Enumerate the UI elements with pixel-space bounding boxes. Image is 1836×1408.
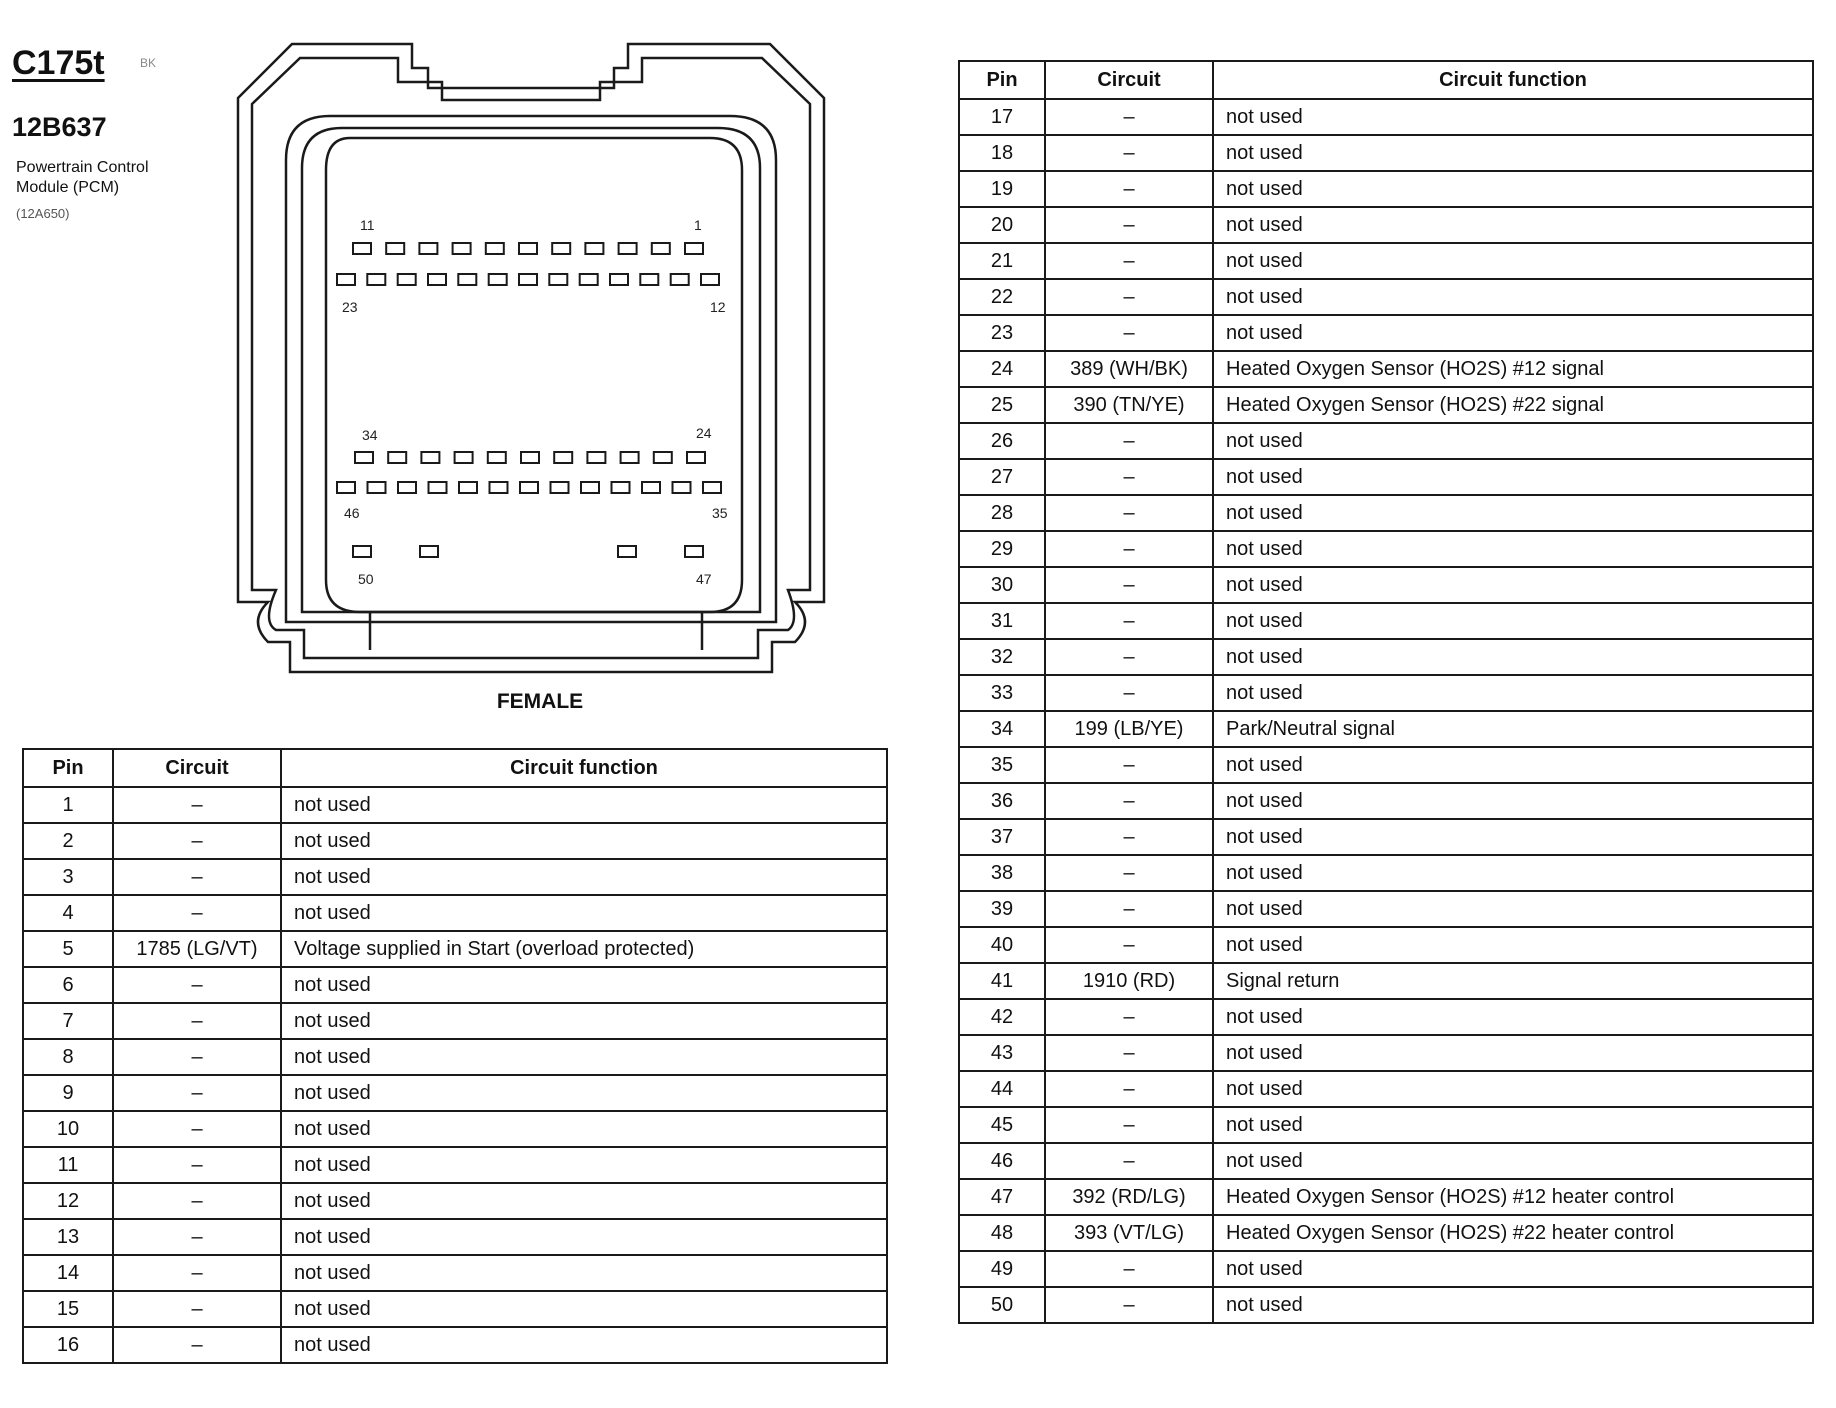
pin-cavity (703, 482, 721, 493)
function-cell: not used (1213, 1035, 1813, 1071)
function-cell: Heated Oxygen Sensor (HO2S) #22 heater control (1213, 1215, 1813, 1251)
table-row (959, 207, 1813, 243)
header-function: Circuit function (281, 749, 887, 787)
table-row (959, 135, 1813, 171)
circuit-cell: – (113, 1111, 281, 1147)
pin-label-1: 1 (694, 217, 702, 233)
function-cell: Heated Oxygen Sensor (HO2S) #12 heater control (1213, 1179, 1813, 1215)
table-row (959, 1287, 1813, 1323)
table-row (959, 1179, 1813, 1215)
function-cell: not used (281, 1327, 887, 1363)
pin-cell: 13 (23, 1219, 113, 1255)
pin-cell: 46 (959, 1143, 1045, 1179)
table-row (959, 675, 1813, 711)
pin-cavity (353, 243, 371, 254)
circuit-cell: – (1045, 567, 1213, 603)
table-header-row (959, 61, 1813, 99)
circuit-cell: – (1045, 603, 1213, 639)
pin-cavity (654, 452, 672, 463)
function-cell: Heated Oxygen Sensor (HO2S) #22 signal (1213, 387, 1813, 423)
pin-cavity (610, 274, 628, 285)
function-cell: not used (1213, 279, 1813, 315)
function-cell: not used (1213, 1251, 1813, 1287)
pin-cell: 36 (959, 783, 1045, 819)
table-row (959, 819, 1813, 855)
table-row (23, 859, 887, 895)
circuit-cell: – (113, 859, 281, 895)
table-row (23, 1147, 887, 1183)
header-pin: Pin (959, 61, 1045, 99)
circuit-cell: – (1045, 531, 1213, 567)
function-cell: not used (281, 895, 887, 931)
pin-cell: 12 (23, 1183, 113, 1219)
table-row (23, 1291, 887, 1327)
pin-cavity (519, 243, 537, 254)
function-cell: not used (1213, 603, 1813, 639)
table-row (959, 243, 1813, 279)
pin-cavity (687, 452, 705, 463)
pin-cell: 14 (23, 1255, 113, 1291)
circuit-cell: – (1045, 459, 1213, 495)
function-cell: not used (281, 967, 887, 1003)
function-cell: not used (1213, 495, 1813, 531)
table-row (959, 711, 1813, 747)
table-row (959, 747, 1813, 783)
circuit-cell: – (1045, 927, 1213, 963)
circuit-cell: – (1045, 1287, 1213, 1323)
pin-cell: 5 (23, 931, 113, 967)
pin-cell: 19 (959, 171, 1045, 207)
pin-cell: 49 (959, 1251, 1045, 1287)
table-row (959, 1215, 1813, 1251)
pin-cell: 26 (959, 423, 1045, 459)
function-cell: not used (281, 1183, 887, 1219)
pin-cavity (453, 243, 471, 254)
circuit-cell: 199 (LB/YE) (1045, 711, 1213, 747)
pin-cavity (388, 452, 406, 463)
circuit-cell: – (1045, 495, 1213, 531)
circuit-cell: – (1045, 315, 1213, 351)
table-row (959, 459, 1813, 495)
pin-cavity (619, 243, 637, 254)
pin-cavity (521, 452, 539, 463)
pin-cell: 3 (23, 859, 113, 895)
table-row (959, 279, 1813, 315)
table-row (959, 927, 1813, 963)
pin-cavity (552, 243, 570, 254)
pin-cavities (337, 243, 721, 557)
pin-label-11: 11 (360, 217, 375, 233)
pin-cavity (685, 243, 703, 254)
table-row (959, 387, 1813, 423)
circuit-cell: 392 (RD/LG) (1045, 1179, 1213, 1215)
pin-cell: 25 (959, 387, 1045, 423)
pin-cavity (420, 546, 438, 557)
table-row (959, 603, 1813, 639)
pin-table-left (22, 748, 888, 1364)
function-cell: not used (281, 1147, 887, 1183)
pin-cavity (585, 243, 603, 254)
function-cell: not used (281, 1291, 887, 1327)
pin-label-35: 35 (712, 505, 728, 521)
pin-label-23: 23 (342, 299, 358, 315)
pin-cell: 30 (959, 567, 1045, 603)
pin-cell: 17 (959, 99, 1045, 135)
module-name: Powertrain Control Module (PCM) (16, 159, 149, 196)
function-cell: not used (1213, 135, 1813, 171)
pin-cavity (429, 482, 447, 493)
header-pin: Pin (23, 749, 113, 787)
table-row (23, 1327, 887, 1363)
function-cell: not used (1213, 459, 1813, 495)
pin-cell: 7 (23, 1003, 113, 1039)
pin-cavity (549, 274, 567, 285)
table-row (959, 423, 1813, 459)
function-cell: not used (1213, 891, 1813, 927)
circuit-cell: – (113, 1039, 281, 1075)
table-row (959, 639, 1813, 675)
function-cell: Park/Neutral signal (1213, 711, 1813, 747)
table-row (23, 1111, 887, 1147)
table-row (959, 171, 1813, 207)
pin-cell: 29 (959, 531, 1045, 567)
pin-label-47: 47 (696, 571, 712, 587)
table-row (959, 567, 1813, 603)
pin-cell: 6 (23, 967, 113, 1003)
circuit-cell: – (1045, 243, 1213, 279)
pin-cavity (673, 482, 691, 493)
function-cell: not used (281, 787, 887, 823)
pin-cell: 31 (959, 603, 1045, 639)
pin-cell: 39 (959, 891, 1045, 927)
pin-number-labels (342, 217, 728, 587)
pin-cell: 42 (959, 999, 1045, 1035)
pin-cavity (337, 274, 355, 285)
table-row (23, 967, 887, 1003)
pin-cell: 45 (959, 1107, 1045, 1143)
function-cell: not used (1213, 207, 1813, 243)
pin-cavity (367, 274, 385, 285)
table-row (959, 963, 1813, 999)
pin-cavity (488, 452, 506, 463)
circuit-cell: – (113, 787, 281, 823)
pin-cell: 40 (959, 927, 1045, 963)
pin-cell: 34 (959, 711, 1045, 747)
circuit-cell: – (113, 1327, 281, 1363)
table-row (959, 1107, 1813, 1143)
pin-cell: 28 (959, 495, 1045, 531)
module-sub-part: (12A650) (16, 206, 70, 221)
pin-cavity (355, 452, 373, 463)
pin-cell: 20 (959, 207, 1045, 243)
pin-cell: 22 (959, 279, 1045, 315)
function-cell: not used (1213, 315, 1813, 351)
connector-code: C175t (12, 44, 105, 82)
connector-gender-label: FEMALE (496, 690, 584, 713)
circuit-cell: – (113, 1219, 281, 1255)
function-cell: not used (281, 1255, 887, 1291)
circuit-cell: – (1045, 891, 1213, 927)
circuit-cell: – (1045, 783, 1213, 819)
connector-outline (238, 44, 824, 672)
pin-label-12: 12 (710, 299, 726, 315)
circuit-cell: 1785 (LG/VT) (113, 931, 281, 967)
pin-cavity (520, 482, 538, 493)
circuit-cell: – (1045, 675, 1213, 711)
table-row (959, 783, 1813, 819)
table-row (23, 1219, 887, 1255)
circuit-cell: – (113, 1291, 281, 1327)
table-row (959, 495, 1813, 531)
pin-cavity (490, 482, 508, 493)
function-cell: not used (1213, 531, 1813, 567)
pin-cavity (640, 274, 658, 285)
pin-cell: 16 (23, 1327, 113, 1363)
pin-cavity (398, 274, 416, 285)
table-row (959, 1035, 1813, 1071)
function-cell: not used (1213, 423, 1813, 459)
circuit-cell: – (113, 1183, 281, 1219)
pin-cell: 38 (959, 855, 1045, 891)
function-cell: not used (1213, 675, 1813, 711)
function-cell: not used (281, 859, 887, 895)
function-cell: Signal return (1213, 963, 1813, 999)
function-cell: not used (1213, 783, 1813, 819)
header-function: Circuit function (1213, 61, 1813, 99)
function-cell: not used (1213, 819, 1813, 855)
pin-cavity (554, 452, 572, 463)
circuit-cell: 390 (TN/YE) (1045, 387, 1213, 423)
circuit-cell: – (113, 1147, 281, 1183)
function-cell: not used (1213, 747, 1813, 783)
pin-cavity (398, 482, 416, 493)
function-cell: not used (281, 1075, 887, 1111)
pin-cell: 33 (959, 675, 1045, 711)
pin-label-24: 24 (696, 425, 712, 441)
function-cell: not used (1213, 1107, 1813, 1143)
circuit-cell: – (113, 1075, 281, 1111)
pin-cavity (642, 482, 660, 493)
pin-cavity (519, 274, 537, 285)
pin-cavity (455, 452, 473, 463)
function-cell: not used (1213, 567, 1813, 603)
pin-cavity (368, 482, 386, 493)
table-row (23, 931, 887, 967)
function-cell: not used (1213, 1143, 1813, 1179)
pin-cavity (337, 482, 355, 493)
pin-label-46: 46 (344, 505, 360, 521)
pin-cell: 27 (959, 459, 1045, 495)
circuit-cell: – (1045, 171, 1213, 207)
pin-cavity (652, 243, 670, 254)
pin-cavity (701, 274, 719, 285)
pin-cavity (419, 243, 437, 254)
pin-cell: 37 (959, 819, 1045, 855)
pin-cell: 11 (23, 1147, 113, 1183)
circuit-cell: – (1045, 1143, 1213, 1179)
pin-cell: 43 (959, 1035, 1045, 1071)
pin-cell: 1 (23, 787, 113, 823)
table-row (959, 1143, 1813, 1179)
pin-cavity (486, 243, 504, 254)
table-header-row (23, 749, 887, 787)
pin-cell: 18 (959, 135, 1045, 171)
function-cell: not used (1213, 1287, 1813, 1323)
circuit-cell: 1910 (RD) (1045, 963, 1213, 999)
function-cell: not used (1213, 1071, 1813, 1107)
circuit-cell: – (1045, 1035, 1213, 1071)
pin-label-50: 50 (358, 571, 374, 587)
connector-color: BK (140, 56, 157, 70)
function-cell: not used (281, 1111, 887, 1147)
table-row (959, 351, 1813, 387)
pin-cell: 35 (959, 747, 1045, 783)
function-cell: not used (1213, 99, 1813, 135)
function-cell: not used (1213, 927, 1813, 963)
header-circuit: Circuit (113, 749, 281, 787)
part-number: 12B637 (12, 112, 107, 142)
circuit-cell: – (113, 895, 281, 931)
pin-cavity (612, 482, 630, 493)
circuit-cell: – (113, 967, 281, 1003)
circuit-cell: 393 (VT/LG) (1045, 1215, 1213, 1251)
table-row (23, 895, 887, 931)
pin-cavity (458, 274, 476, 285)
function-cell: not used (281, 1039, 887, 1075)
table-row (23, 1183, 887, 1219)
pin-cavity (581, 482, 599, 493)
circuit-cell: – (1045, 279, 1213, 315)
pin-cell: 44 (959, 1071, 1045, 1107)
circuit-cell: – (1045, 207, 1213, 243)
circuit-cell: – (1045, 747, 1213, 783)
function-cell: Voltage supplied in Start (overload protected) (281, 931, 887, 967)
circuit-cell: – (113, 1255, 281, 1291)
pin-cell: 47 (959, 1179, 1045, 1215)
pin-cell: 15 (23, 1291, 113, 1327)
pin-table-right (958, 60, 1814, 1324)
pin-cavity (621, 452, 639, 463)
function-cell: not used (1213, 243, 1813, 279)
table-row (23, 823, 887, 859)
pin-cell: 8 (23, 1039, 113, 1075)
pin-cavity (587, 452, 605, 463)
function-cell: not used (1213, 639, 1813, 675)
circuit-cell: 389 (WH/BK) (1045, 351, 1213, 387)
pin-cell: 4 (23, 895, 113, 931)
table-row (959, 999, 1813, 1035)
pin-cavity (421, 452, 439, 463)
table-row (23, 1075, 887, 1111)
function-cell: not used (1213, 999, 1813, 1035)
table-row (959, 1071, 1813, 1107)
pin-cavity (428, 274, 446, 285)
circuit-cell: – (1045, 819, 1213, 855)
circuit-cell: – (1045, 423, 1213, 459)
pin-cell: 21 (959, 243, 1045, 279)
table-row (959, 891, 1813, 927)
function-cell: not used (281, 823, 887, 859)
pin-cavity (386, 243, 404, 254)
circuit-cell: – (1045, 1251, 1213, 1287)
pin-cell: 24 (959, 351, 1045, 387)
pin-cavity (353, 546, 371, 557)
pin-cell: 41 (959, 963, 1045, 999)
pin-cavity (551, 482, 569, 493)
table-row (959, 99, 1813, 135)
table-row (959, 531, 1813, 567)
table-row (23, 1039, 887, 1075)
circuit-cell: – (1045, 639, 1213, 675)
pin-cell: 10 (23, 1111, 113, 1147)
table-row (23, 1003, 887, 1039)
circuit-cell: – (1045, 1071, 1213, 1107)
function-cell: not used (281, 1219, 887, 1255)
pin-cell: 23 (959, 315, 1045, 351)
function-cell: not used (1213, 171, 1813, 207)
pin-cell: 32 (959, 639, 1045, 675)
pin-cell: 48 (959, 1215, 1045, 1251)
table-row (959, 855, 1813, 891)
pin-label-34: 34 (362, 427, 378, 443)
pin-cell: 50 (959, 1287, 1045, 1323)
table-row (23, 787, 887, 823)
pin-cell: 9 (23, 1075, 113, 1111)
circuit-cell: – (1045, 855, 1213, 891)
circuit-cell: – (1045, 135, 1213, 171)
function-cell: not used (281, 1003, 887, 1039)
circuit-cell: – (1045, 1107, 1213, 1143)
table-row (23, 1255, 887, 1291)
circuit-cell: – (1045, 99, 1213, 135)
pin-cavity (671, 274, 689, 285)
pin-cavity (489, 274, 507, 285)
circuit-cell: – (113, 1003, 281, 1039)
circuit-cell: – (1045, 999, 1213, 1035)
circuit-cell: – (113, 823, 281, 859)
function-cell: not used (1213, 855, 1813, 891)
pin-cavity (618, 546, 636, 557)
table-row (959, 1251, 1813, 1287)
function-cell: Heated Oxygen Sensor (HO2S) #12 signal (1213, 351, 1813, 387)
header-circuit: Circuit (1045, 61, 1213, 99)
pin-cavity (685, 546, 703, 557)
table-row (959, 315, 1813, 351)
pin-cavity (459, 482, 477, 493)
pin-cell: 2 (23, 823, 113, 859)
pin-cavity (580, 274, 598, 285)
